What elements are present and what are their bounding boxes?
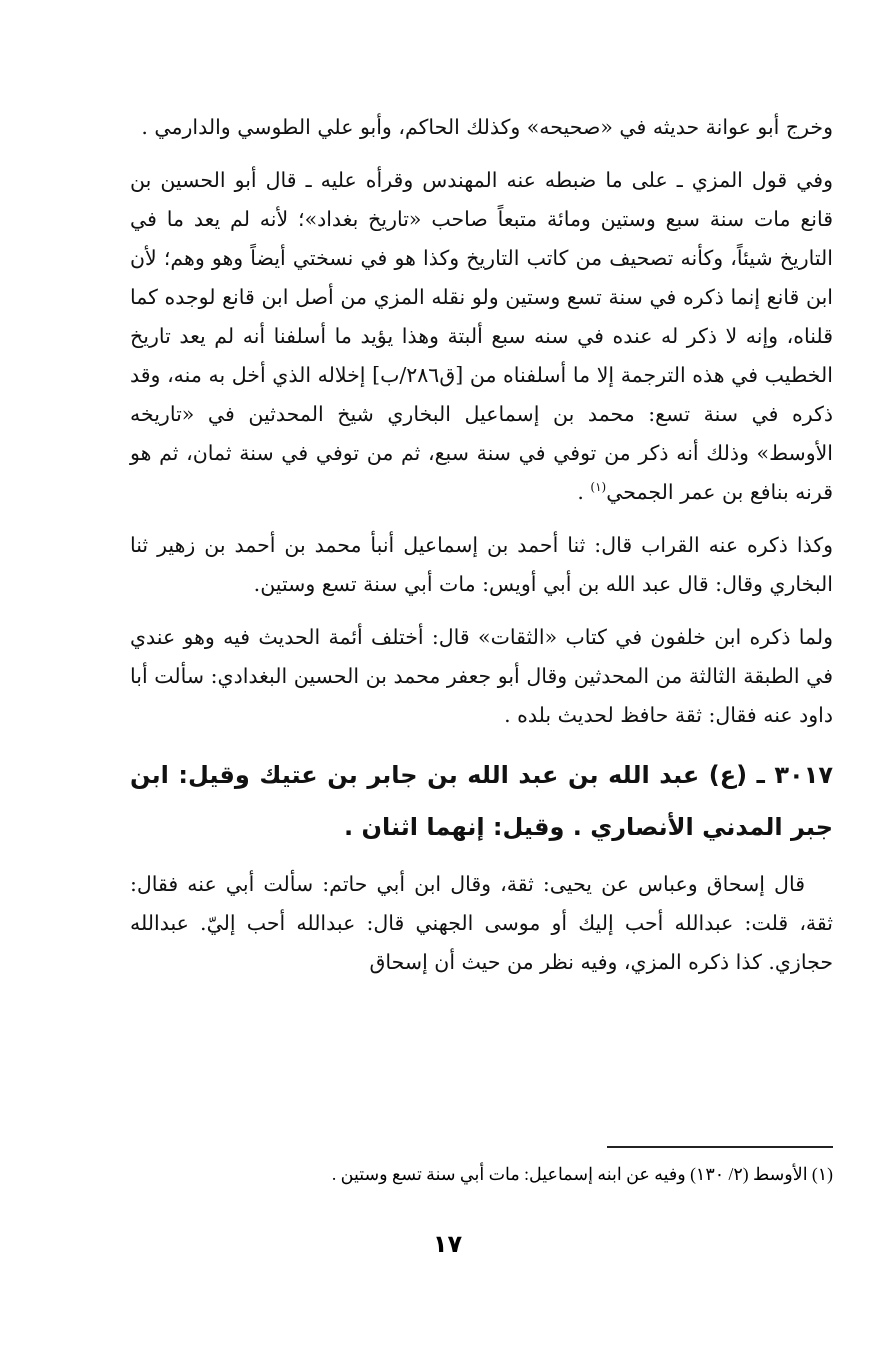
paragraph-4: [130, 618, 833, 735]
entry-paragraph: قال إسحاق وعباس عن يحيى: ثقة، وقال ابن أبي حاتم: سألت أبي عنه فقال: ثقة، قلت: عبدالله أحب إليك أو موسى الجهني قال: عبدالله أحب إليّ. عبدالله حجازي. كذا ذكره المزي، وفيه نظر من حيث أن إسحاق: [130, 872, 833, 974]
page-number: ١٧: [432, 1230, 463, 1258]
paragraph-4-text: ولما ذكره ابن خلفون في كتاب «الثقات» قال: أختلف أئمة الحديث فيه وهو عندي في الطبقة الثالثة من المحدثين وقال أبو جعفر محمد بن الحسين البغدادي: سألت أبا داود عنه فقال: ثقة حافظ لحديث بلده .: [130, 625, 833, 727]
paragraph-2-text: وفي قول المزي ـ على ما ضبطه عنه المهندس وقرأه عليه ـ قال أبو الحسين بن قانع مات سنة سبع وستين ومائة متبعاً صاحب «تاريخ بغداد»؛ لأنه لم يعد ما في التاريخ شيئاً، وكأنه تصحيف من كاتب التاريخ وكذا هو في نسختي أيضاً وهو وهم؛ لأن ابن قانع إنما ذكره في سنة تسع وستين ولو نقله المزي من أصل ابن قانع لوجده كما قلناه، وإنه لا ذكر له عنده في سنه سبع ألبتة وهذا يؤيد ما أسلفنا أنه لم يعد تاريخ الخطيب في هذه الترجمة إلا ما أسلفناه من [ق٢٨٦/ب] إخلاله الذي أخل به منه، وقد ذكره في سنة تسع: محمد بن إسماعيل البخاري شيخ المحدثين في «تاريخه الأوسط» وذلك أنه ذكر من توفي في سنة سبع، ثم من توفي في سنة ثمان، ثم هو قرنه بنافع بن عمر الجمحي: [130, 168, 833, 504]
footnote-reference[interactable]: (١): [590, 480, 607, 495]
paragraph-2: [130, 161, 833, 512]
paragraph-3: [130, 526, 833, 604]
footnote-divider: [607, 1146, 833, 1148]
entry-heading: ٣٠١٧ ـ (ع) عبد الله بن عبد الله بن جابر بن عتيك وقيل: ابن جبر المدني الأنصاري . وقيل: إنهما اثنان .: [130, 761, 833, 841]
paragraph-1-text: وخرج أبو عوانة حديثه في «صحيحه» وكذلك الحاكم، وأبو علي الطوسي والدارمي .: [141, 115, 833, 139]
paragraph-3-text: وكذا ذكره عنه القراب قال: ثنا أحمد بن إسماعيل أنبأ محمد بن أحمد بن زهير ثنا البخاري وقال: قال عبد الله بن أبي أويس: مات أبي سنة تسع وستين.: [130, 533, 833, 596]
footnote: (١) الأوسط (٢/ ١٣٠) وفيه عن ابنه إسماعيل: مات أبي سنة تسع وستين .: [331, 1164, 833, 1184]
paragraph-2-tail: .: [577, 480, 591, 504]
paragraph-1: [130, 108, 833, 147]
